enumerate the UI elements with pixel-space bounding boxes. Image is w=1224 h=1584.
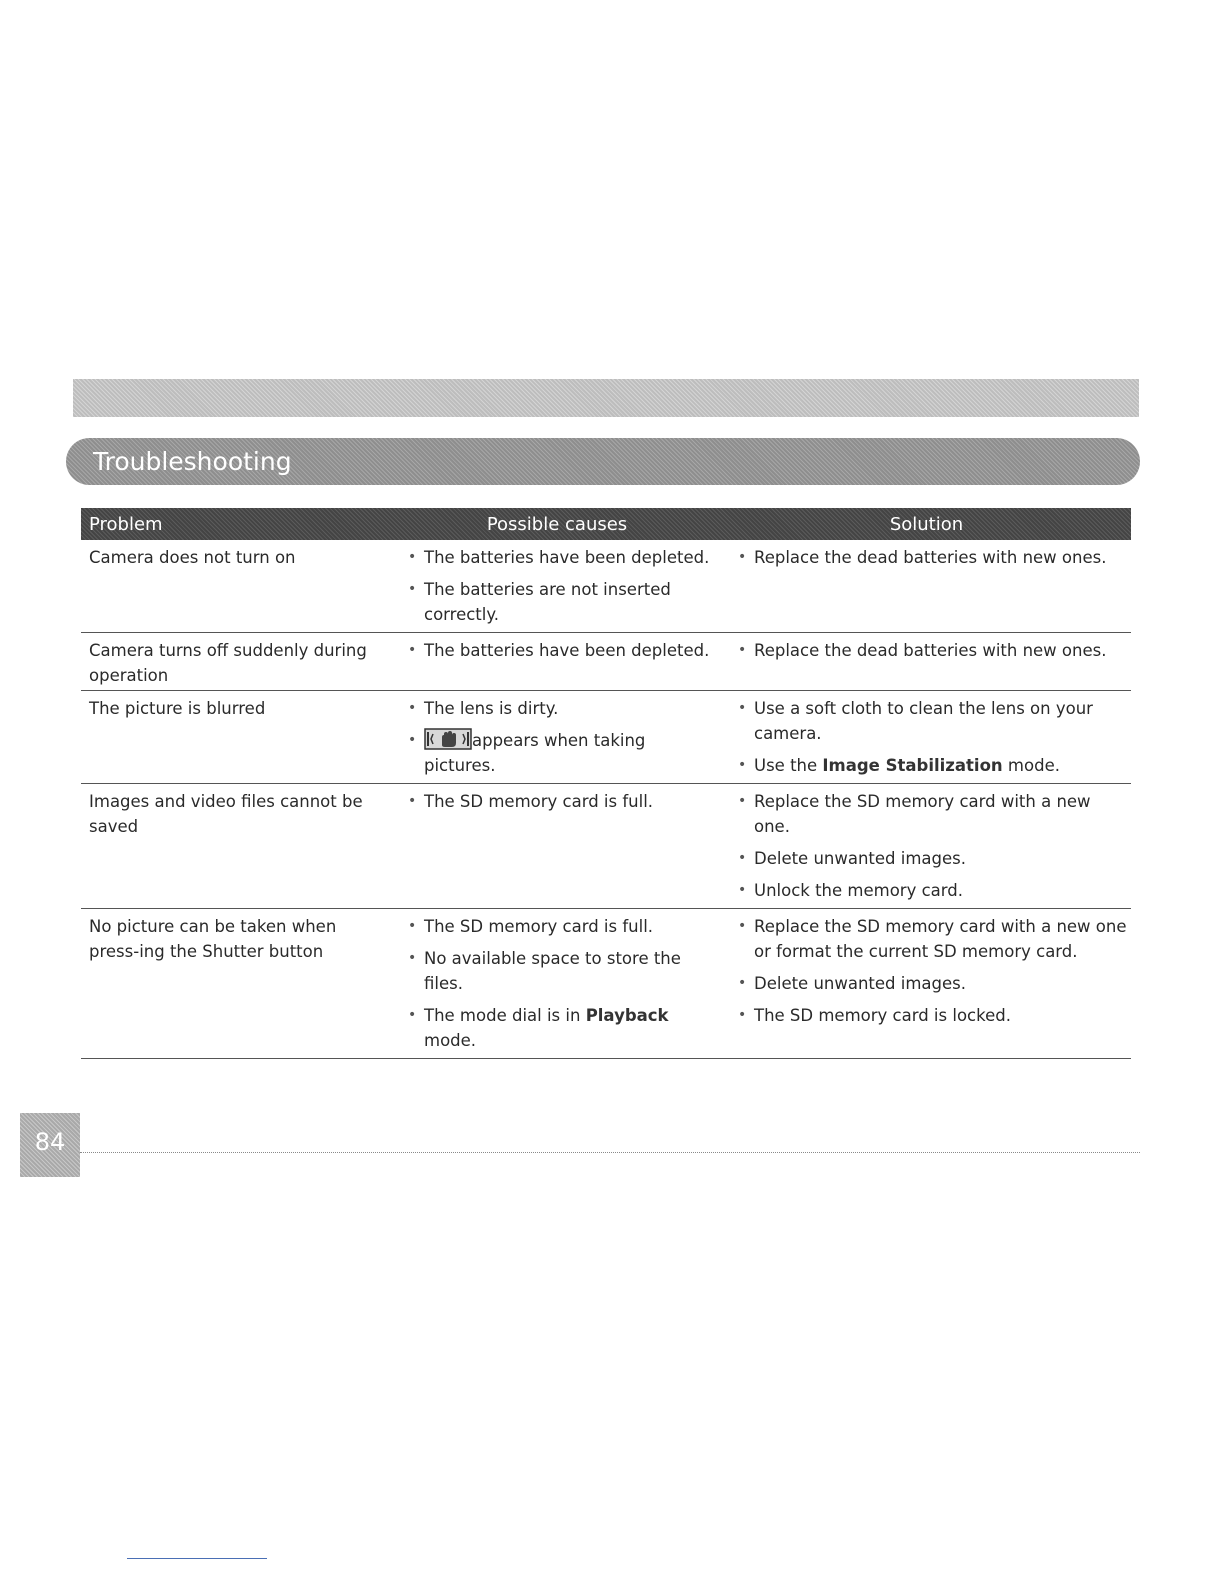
section-title: Troubleshooting bbox=[93, 447, 292, 476]
solution-cell bbox=[722, 784, 1131, 908]
problem-cell: No picture can be taken when press-ing the Shutter button bbox=[89, 917, 337, 961]
bottom-divider bbox=[127, 1558, 267, 1559]
solution-item: • Replace the SD memory card with a new one. bbox=[730, 789, 1127, 839]
causes-cell bbox=[392, 784, 722, 908]
solution-cell bbox=[722, 691, 1131, 783]
causes-cell bbox=[392, 540, 722, 632]
solution-item bbox=[730, 753, 1127, 778]
header-solution: Solution bbox=[889, 513, 964, 535]
footer-divider bbox=[80, 1152, 1140, 1153]
solution-text: Use the bbox=[754, 756, 818, 775]
causes-cell bbox=[392, 633, 722, 690]
header-possible-causes: Possible causes bbox=[486, 513, 628, 535]
solution-item: • Use a soft cloth to clean the lens on your camera. bbox=[730, 696, 1127, 746]
solution-cell bbox=[722, 633, 1131, 690]
table-row bbox=[81, 691, 1131, 784]
solution-item: • Replace the dead batteries with new ones. bbox=[730, 638, 1127, 663]
solution-item: • The SD memory card is locked. bbox=[730, 1003, 1127, 1028]
causes-cell bbox=[392, 691, 722, 783]
cause-item: • The batteries have been depleted. bbox=[400, 545, 718, 570]
page-number: 84 bbox=[34, 1128, 66, 1156]
cause-item: • The SD memory card is full. bbox=[400, 914, 718, 939]
cause-item: • The batteries have been depleted. bbox=[400, 638, 718, 663]
cause-item: • No available space to store the files. bbox=[400, 946, 718, 996]
cause-text: mode. bbox=[424, 1031, 477, 1050]
solution-item: • Delete unwanted images. bbox=[730, 971, 1127, 996]
cause-text: The mode dial is in bbox=[424, 1006, 581, 1025]
solution-item: • Unlock the memory card. bbox=[730, 878, 1127, 903]
cause-item: • The lens is dirty. bbox=[400, 696, 718, 721]
problem-cell: The picture is blurred bbox=[89, 699, 266, 718]
table-header bbox=[81, 508, 1131, 540]
cause-text: appears when taking pictures. bbox=[424, 731, 646, 775]
camera-shake-icon bbox=[424, 728, 472, 750]
solution-text: mode. bbox=[1007, 756, 1060, 775]
causes-cell bbox=[392, 909, 722, 1058]
solution-item: • Replace the dead batteries with new ones. bbox=[730, 545, 1127, 570]
solution-cell bbox=[722, 540, 1131, 632]
problem-cell: Camera does not turn on bbox=[89, 548, 296, 567]
table-row bbox=[81, 909, 1131, 1059]
cause-item bbox=[400, 1003, 718, 1053]
troubleshooting-table bbox=[81, 508, 1131, 1059]
solution-cell bbox=[722, 909, 1131, 1058]
solution-item: • Delete unwanted images. bbox=[730, 846, 1127, 871]
cause-item: • The SD memory card is full. bbox=[400, 789, 718, 814]
table-row bbox=[81, 540, 1131, 633]
header-band bbox=[73, 379, 1139, 417]
mode-name: Image Stabilization bbox=[822, 756, 1003, 775]
mode-name: Playback bbox=[585, 1006, 669, 1025]
problem-cell: Images and video files cannot be saved bbox=[89, 792, 363, 836]
problem-cell: Camera turns off suddenly during operation bbox=[89, 641, 367, 685]
header-problem: Problem bbox=[89, 513, 163, 535]
solution-item: • Replace the SD memory card with a new one or format the current SD memory card. bbox=[730, 914, 1127, 964]
cause-item bbox=[400, 728, 718, 778]
cause-item: • The batteries are not inserted correctly. bbox=[400, 577, 718, 627]
table-row bbox=[81, 633, 1131, 691]
table-row bbox=[81, 784, 1131, 909]
